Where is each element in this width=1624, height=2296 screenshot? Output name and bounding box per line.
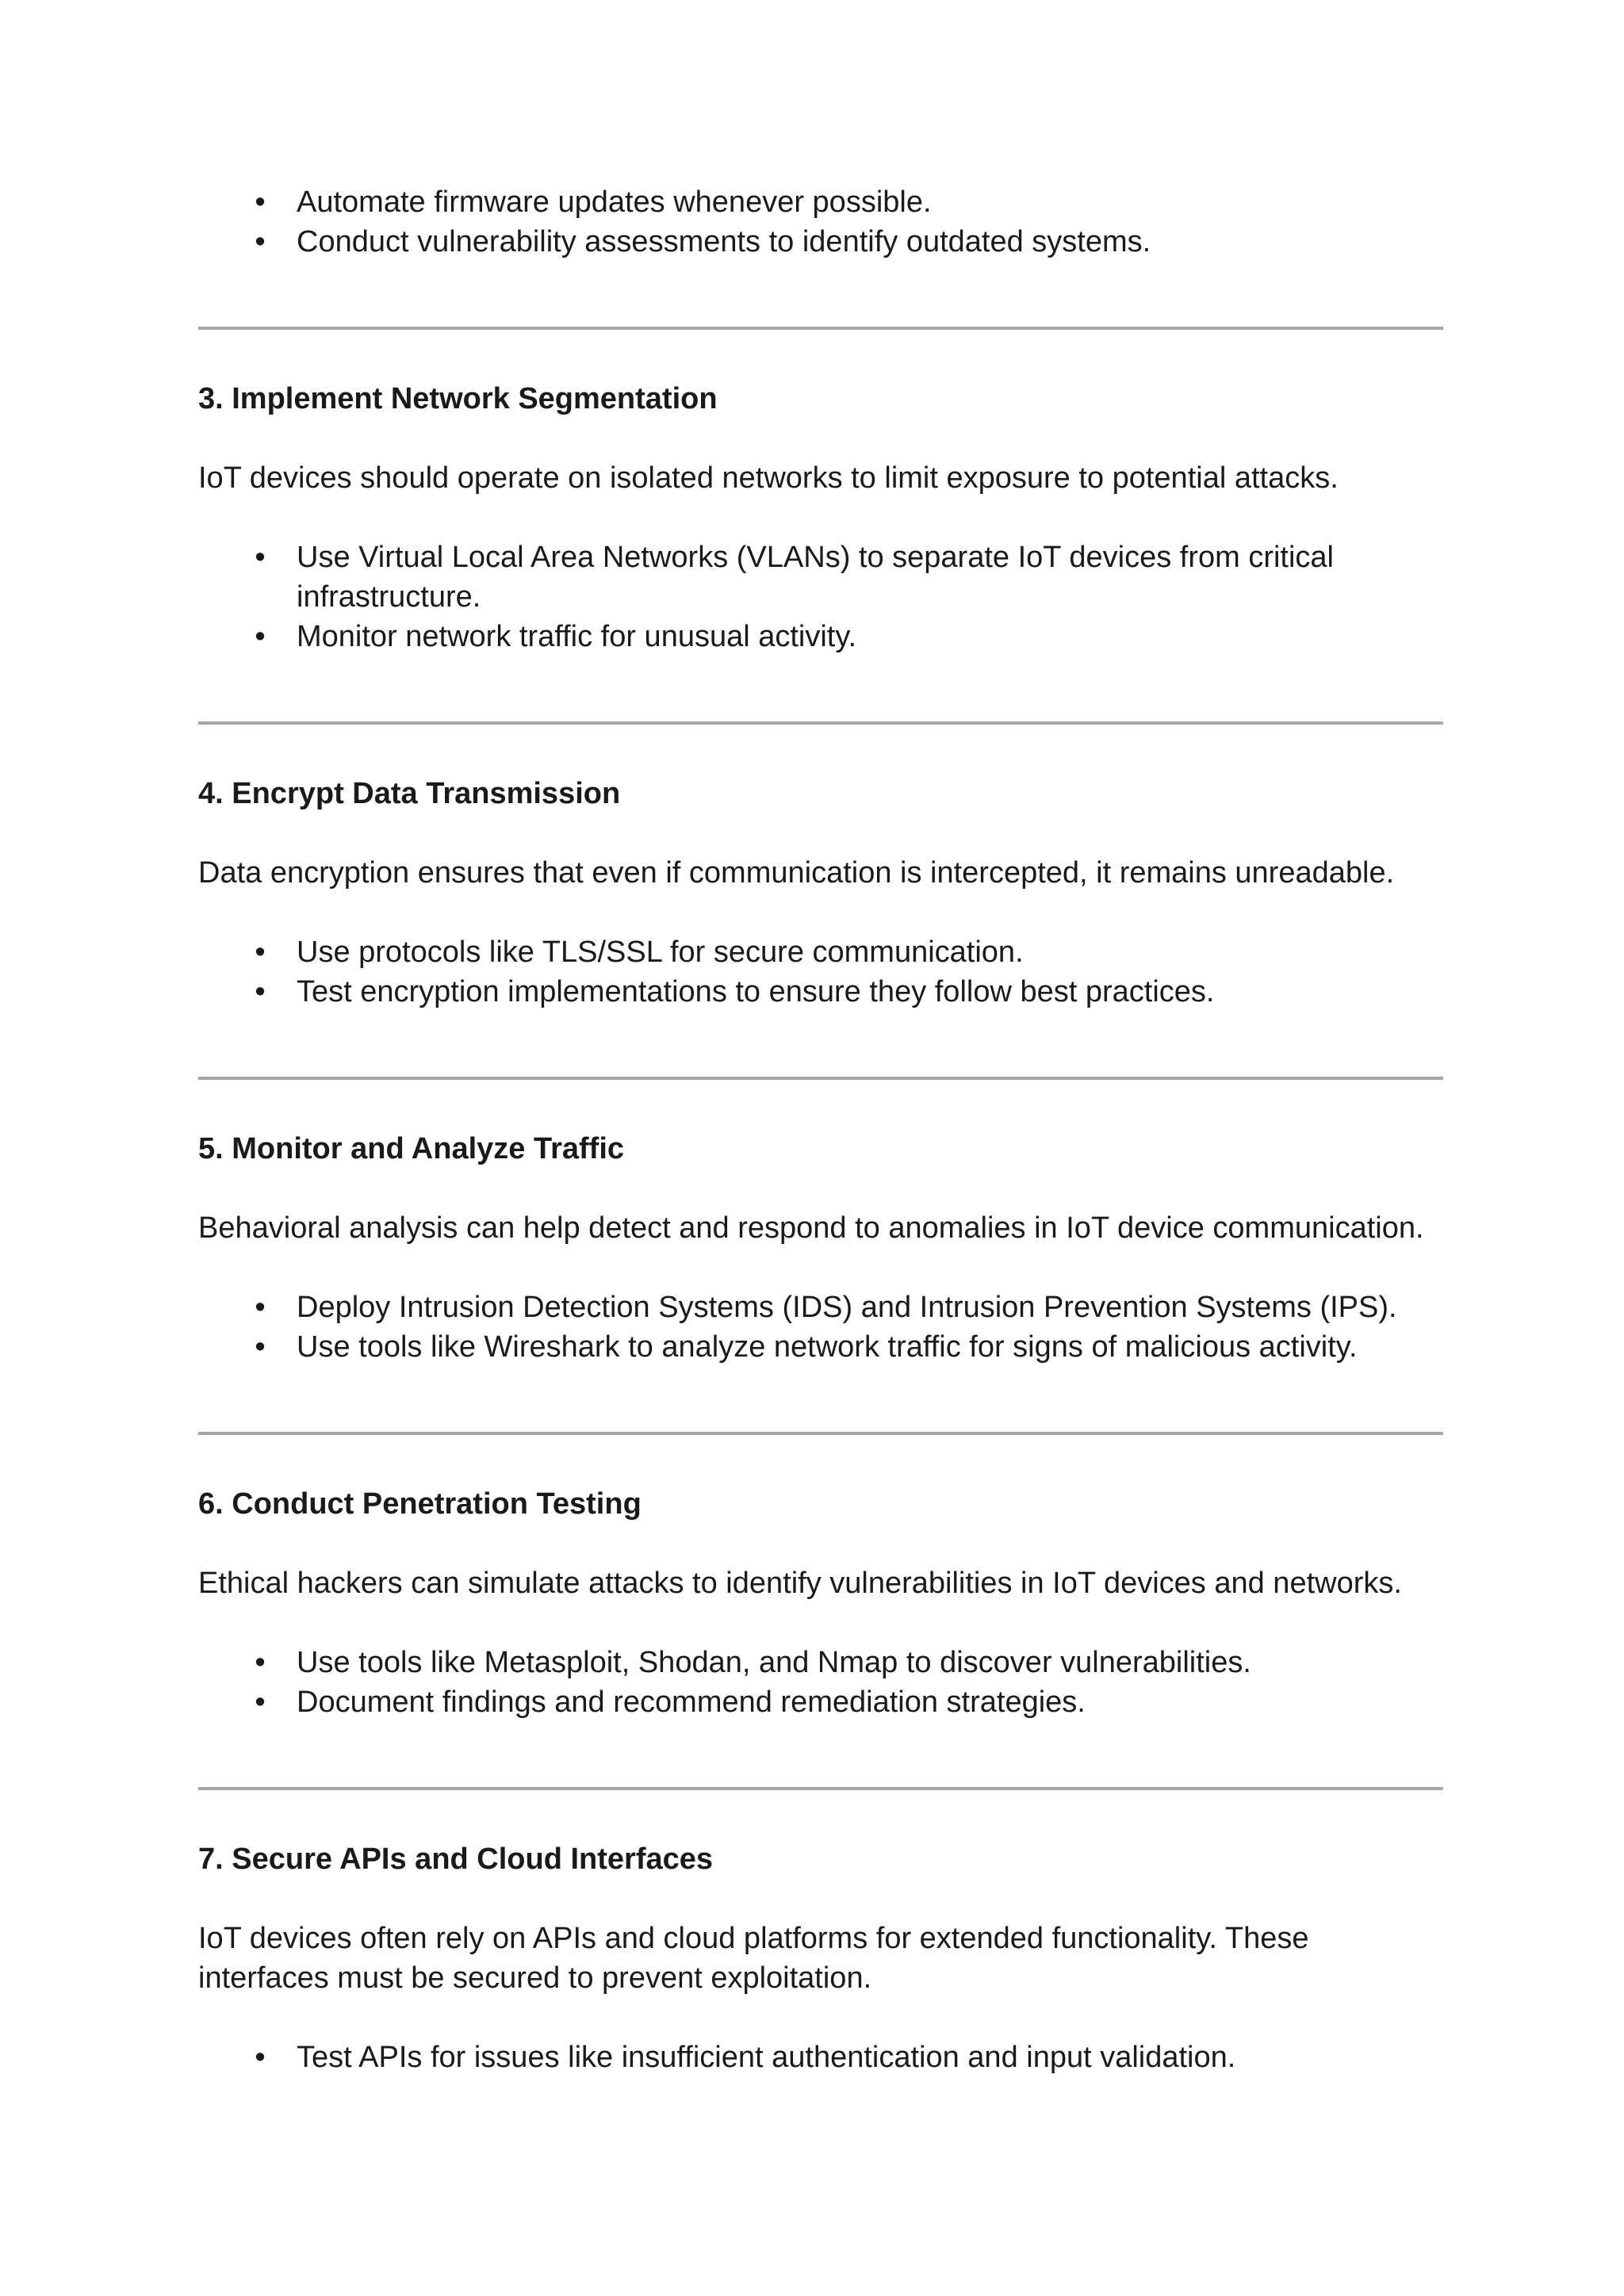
- section-network-segmentation: [198, 379, 1443, 656]
- section-penetration-testing: [198, 1484, 1443, 1722]
- bullet-icon: •: [255, 225, 266, 258]
- list-item-text: Test encryption implementations to ensure they follow best practices.: [297, 975, 1215, 1008]
- bullet-icon: •: [255, 620, 266, 653]
- list-item: [198, 932, 1443, 972]
- section-bullet-list: [198, 1288, 1443, 1367]
- bullet-icon: •: [255, 1291, 266, 1324]
- section-paragraph: Data encryption ensures that even if communication is intercepted, it remains unreadable.: [198, 856, 1395, 890]
- section-bullet-list: [198, 538, 1443, 656]
- section-heading: 4. Encrypt Data Transmission: [198, 777, 621, 810]
- list-item: [198, 538, 1443, 617]
- section-secure-apis: [198, 1839, 1443, 2077]
- bullet-icon: •: [255, 186, 266, 219]
- bullet-icon: •: [255, 1330, 266, 1364]
- bullet-icon: •: [255, 541, 266, 574]
- list-item-text: Monitor network traffic for unusual activity.: [297, 620, 857, 653]
- section-encrypt-data: [198, 774, 1443, 1012]
- list-item: [198, 1288, 1443, 1327]
- section-monitor-traffic: [198, 1129, 1443, 1367]
- section-paragraph: Behavioral analysis can help detect and respond to anomalies in IoT device communication.: [198, 1211, 1424, 1245]
- bullet-icon: •: [255, 1646, 266, 1679]
- section-paragraph: Ethical hackers can simulate attacks to identify vulnerabilities in IoT devices and networks.: [198, 1567, 1402, 1600]
- document-content: [198, 182, 1443, 2077]
- list-item: [198, 2038, 1443, 2077]
- intro-bullet-list: [198, 182, 1443, 262]
- list-item: [198, 1643, 1443, 1682]
- list-item-text: Use Virtual Local Area Networks (VLANs) to separate IoT devices from critical infrastructure.: [297, 541, 1334, 614]
- list-item-text: Deploy Intrusion Detection Systems (IDS) and Intrusion Prevention Systems (IPS).: [297, 1291, 1397, 1324]
- section-paragraph: IoT devices often rely on APIs and cloud platforms for extended functionality. These interfaces must be secured to prevent exploitation.: [198, 1922, 1309, 1995]
- section-bullet-list: [198, 932, 1443, 1012]
- list-item-text: Conduct vulnerability assessments to identify outdated systems.: [297, 225, 1151, 258]
- bullet-icon: •: [255, 2041, 266, 2074]
- list-item-text: Use tools like Metasploit, Shodan, and Nmap to discover vulnerabilities.: [297, 1646, 1251, 1679]
- list-item: [198, 182, 1443, 222]
- section-bullet-list: [198, 2038, 1443, 2077]
- section-heading: 7. Secure APIs and Cloud Interfaces: [198, 1843, 714, 1876]
- list-item-text: Test APIs for issues like insufficient authentication and input validation.: [297, 2041, 1236, 2074]
- list-item-text: Automate firmware updates whenever possible.: [297, 186, 932, 219]
- bullet-icon: •: [255, 975, 266, 1008]
- section-paragraph: IoT devices should operate on isolated networks to limit exposure to potential attacks.: [198, 461, 1339, 495]
- list-item: [198, 972, 1443, 1012]
- list-item: [198, 617, 1443, 656]
- section-heading: 5. Monitor and Analyze Traffic: [198, 1132, 625, 1165]
- section-bullet-list: [198, 1643, 1443, 1722]
- list-item-text: Use tools like Wireshark to analyze network traffic for signs of malicious activity.: [297, 1330, 1358, 1364]
- list-item-text: Document findings and recommend remediation strategies.: [297, 1686, 1086, 1719]
- section-heading: 3. Implement Network Segmentation: [198, 382, 718, 415]
- list-item: [198, 1327, 1443, 1367]
- list-item: [198, 1682, 1443, 1722]
- section-heading: 6. Conduct Penetration Testing: [198, 1487, 642, 1521]
- bullet-icon: •: [255, 936, 266, 969]
- bullet-icon: •: [255, 1686, 266, 1719]
- list-item-text: Use protocols like TLS/SSL for secure communication.: [297, 936, 1024, 969]
- list-item: [198, 222, 1443, 262]
